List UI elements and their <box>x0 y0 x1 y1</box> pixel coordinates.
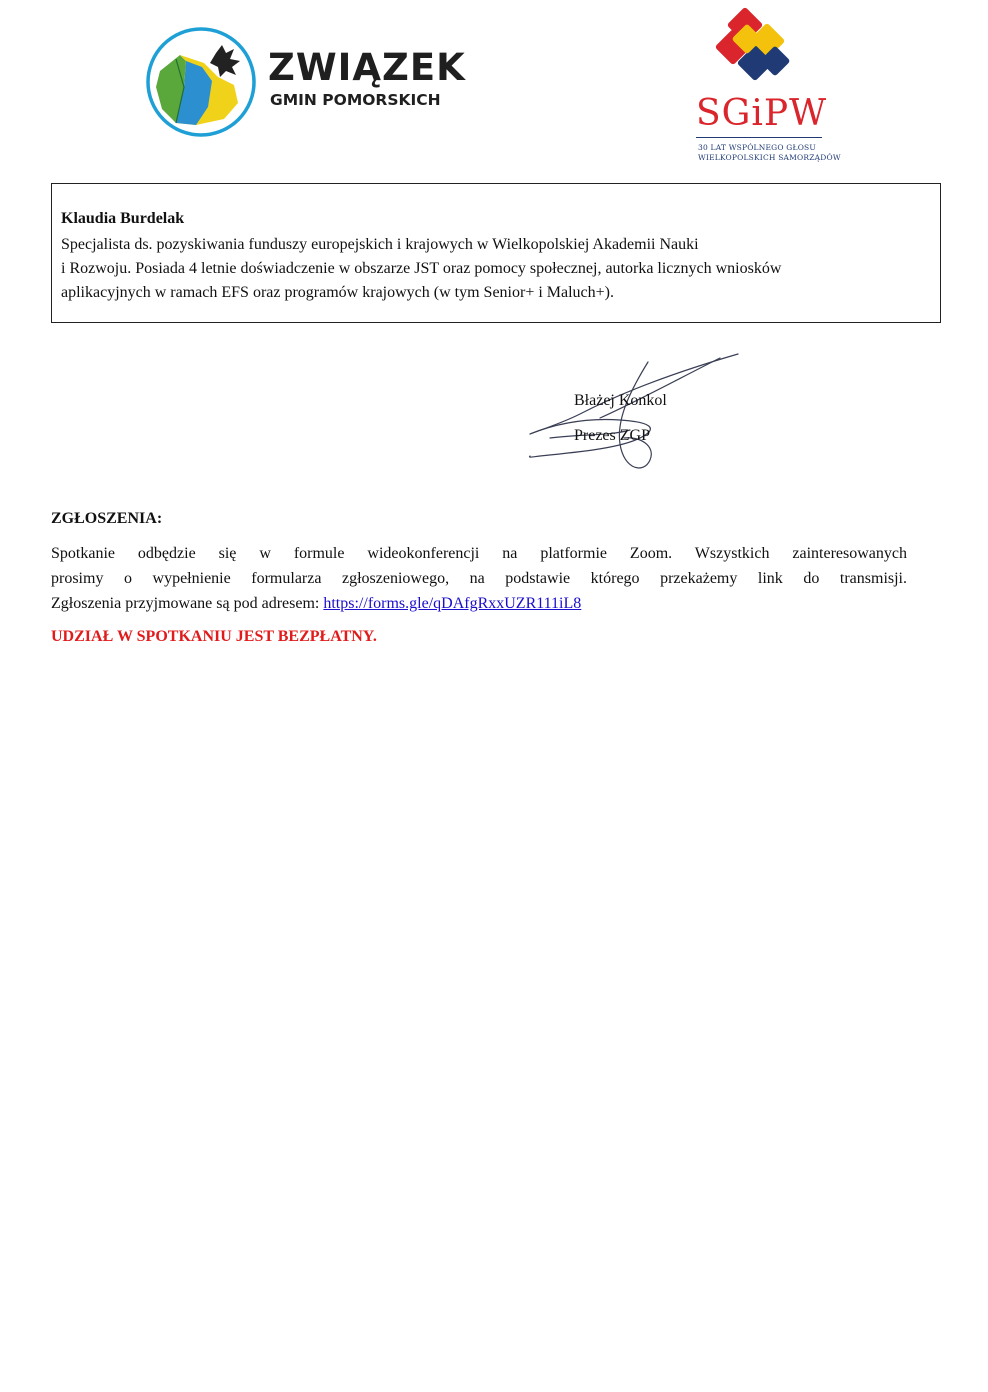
signatory-name: Błażej Konkol <box>574 392 667 409</box>
sgipw-divider <box>696 137 822 138</box>
signatory-role: Prezes ZGP <box>574 427 650 444</box>
registration-line <box>51 591 907 616</box>
registration-heading: ZGŁOSZENIA: <box>51 510 163 527</box>
zgp-emblem-icon <box>146 27 258 139</box>
sgipw-tagline-1: 30 LAT WSPÓLNEGO GŁOSU <box>698 143 816 152</box>
handwritten-signature <box>520 348 750 480</box>
registration-form-link[interactable]: https://forms.gle/qDAfgRxxUZR111iL8 <box>323 595 582 612</box>
sgipw-logo <box>692 6 841 166</box>
registration-line: Spotkanie odbędzie się w formule wideokonferencji na platformie Zoom. Wszystkich zainteresowanych <box>51 545 907 562</box>
speaker-bio-line: aplikacyjnych w ramach EFS oraz programów krajowych (w tym Senior+ i Maluch+). <box>61 284 615 301</box>
speaker-bio-box <box>51 183 941 323</box>
registration-line: prosimy o wypełnienie formularza zgłoszeniowego, na podstawie którego przekażemy link do transmisji. <box>51 570 907 587</box>
speaker-bio-text <box>61 233 933 305</box>
speaker-name: Klaudia Burdelak <box>61 210 185 227</box>
sgipw-tagline-2: WIELKOPOLSKICH SAMORZĄDÓW <box>698 153 841 162</box>
registration-address-label: Zgłoszenia przyjmowane są pod adresem: <box>51 595 324 612</box>
registration-paragraph <box>51 541 907 616</box>
sgipw-emblem-icon <box>692 6 832 96</box>
zgp-logo <box>146 27 466 139</box>
zgp-title: ZWIĄZEK <box>268 46 466 89</box>
free-participation-note: UDZIAŁ W SPOTKANIU JEST BEZPŁATNY. <box>51 628 377 645</box>
sgipw-title: SGiPW <box>696 93 828 134</box>
zgp-subtitle: GMIN POMORSKICH <box>270 91 441 109</box>
speaker-bio-line: Specjalista ds. pozyskiwania funduszy europejskich i krajowych w Wielkopolskiej Akademii Nauki <box>61 236 699 253</box>
speaker-bio-line: i Rozwoju. Posiada 4 letnie doświadczenie w obszarze JST oraz pomocy społecznej, autorka licznych wniosków <box>61 260 782 277</box>
